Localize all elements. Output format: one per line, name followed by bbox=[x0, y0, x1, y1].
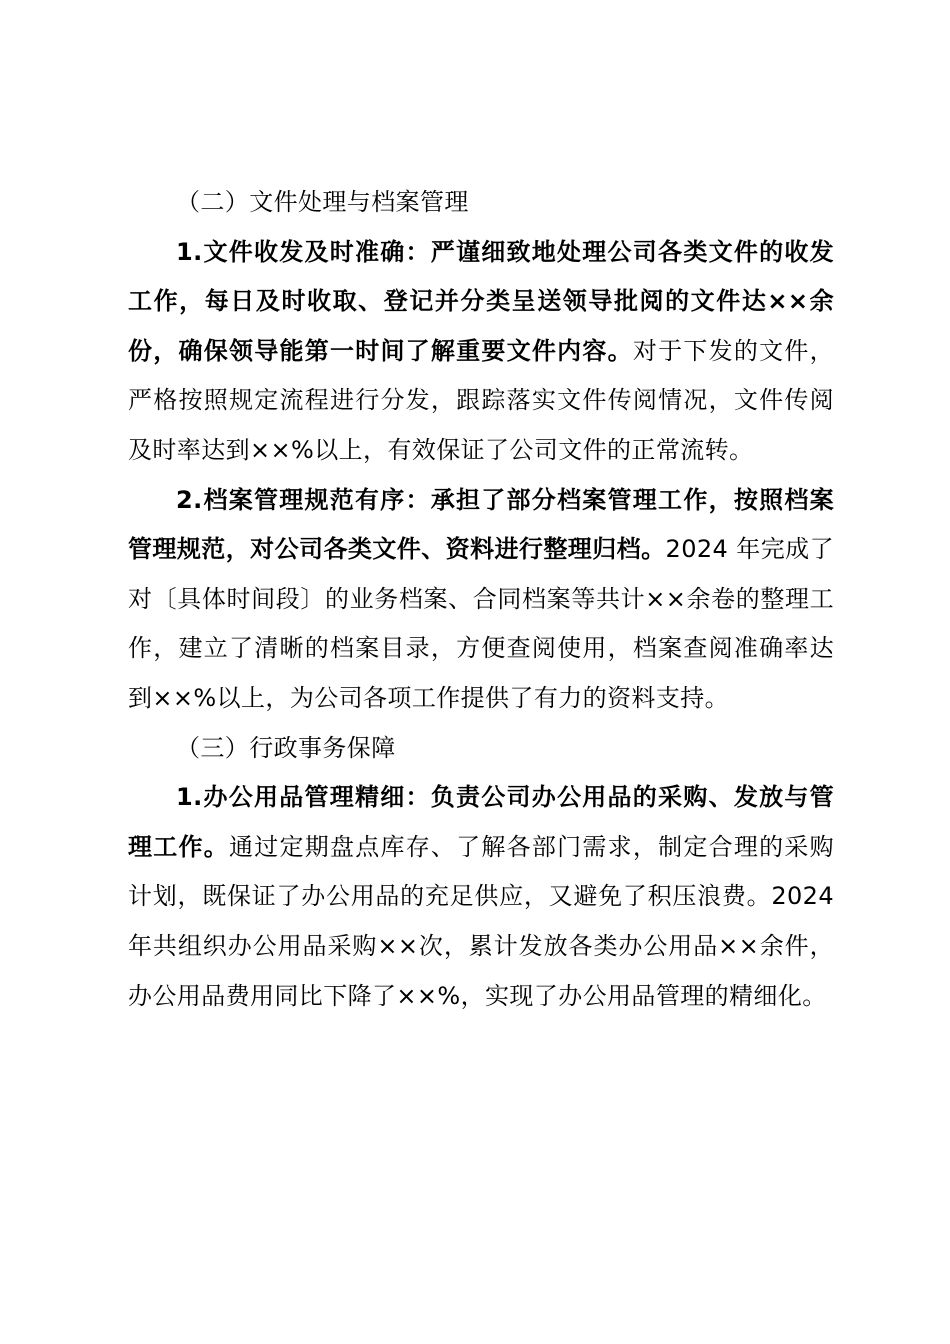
section-heading-admin-affairs: （三）行政事务保障 bbox=[176, 733, 396, 762]
document-body bbox=[128, 178, 834, 1021]
paragraph-body-office-supplies: 通过定期盘点库存、了解各部门需求，制定合理的采购计划，既保证了办公用品的充足供应，又避免了积压浪费。2024 年共组织办公用品采购××次，累计发放各类办公用品××余件，办公用品费用同比下降了××%，实现了办公用品管理的精细化。 bbox=[128, 832, 834, 1010]
paragraph-file-handling bbox=[128, 228, 834, 476]
paragraph-lead-office-supplies: 1.办公用品管理精细：负责公司办公用品的采购、发放与管理工作。 bbox=[128, 783, 834, 861]
paragraph-body-archive-management: 2024 年完成了对〔具体时间段〕的业务档案、合同档案等共计××余卷的整理工作，建立了清晰的档案目录，方便查阅使用，档案查阅准确率达到××%以上，为公司各项工作提供了有力的资料支持。 bbox=[128, 535, 834, 712]
paragraph-lead-file-handling: 1.文件收发及时准确：严谨细致地处理公司各类文件的收发工作，每日及时收取、登记并分类呈送领导批阅的文件达××余份，确保领导能第一时间了解重要文件内容。 bbox=[128, 237, 834, 365]
paragraph-lead-archive-management: 2.档案管理规范有序：承担了部分档案管理工作，按照档案管理规范，对公司各类文件、资料进行整理归档。 bbox=[128, 485, 834, 564]
paragraph-archive-management bbox=[128, 476, 834, 724]
section-heading-file-archive: （二）文件处理与档案管理 bbox=[176, 188, 469, 216]
paragraph-body-file-handling: 对于下发的文件，严格按照规定流程进行分发，跟踪落实文件传阅情况，文件传阅及时率达到××%以上，有效保证了公司文件的正常流转。 bbox=[128, 336, 835, 464]
paragraph-office-supplies bbox=[128, 773, 834, 1021]
